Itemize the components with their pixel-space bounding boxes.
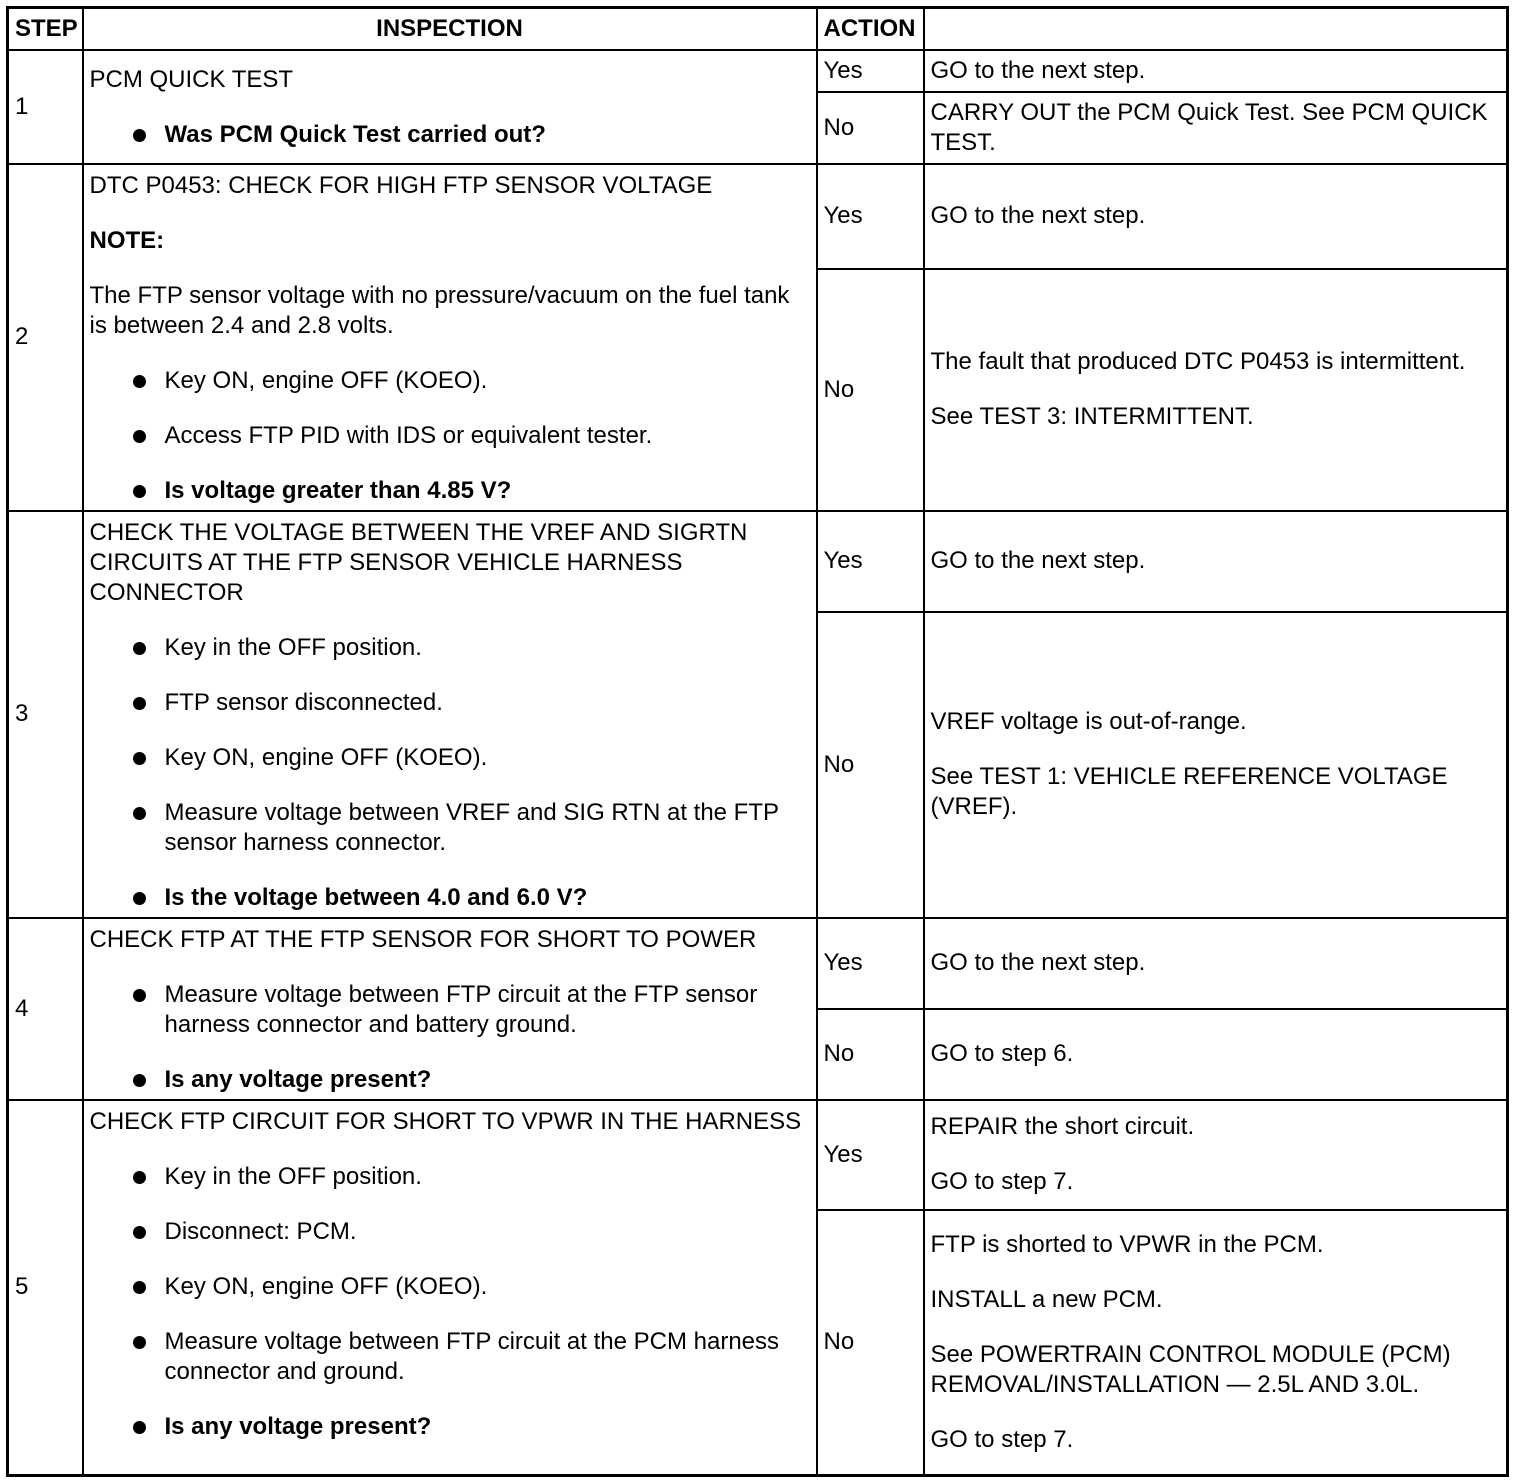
bullet-icon <box>133 430 146 443</box>
inspection-cell <box>83 511 817 918</box>
inspection-question <box>90 1412 810 1442</box>
result-yes <box>924 164 1508 269</box>
note-label: NOTE: <box>89 226 165 254</box>
table-row <box>8 50 1508 92</box>
step-number: 4 <box>8 918 83 1100</box>
inspection-step <box>90 1162 810 1192</box>
bullet-icon <box>133 752 146 765</box>
bullet-text: Is the voltage between 4.0 and 6.0 V? <box>164 883 588 911</box>
result-text: GO to step 7. <box>930 1168 1074 1195</box>
action-no: No <box>817 269 924 511</box>
bullet-icon <box>133 892 146 905</box>
header-inspection: INSPECTION <box>83 8 817 50</box>
result-yes <box>924 1100 1508 1210</box>
action-yes: Yes <box>817 164 924 269</box>
bullet-icon <box>133 697 146 710</box>
inspection-step <box>90 1272 810 1302</box>
result-text: See TEST 1: VEHICLE REFERENCE VOLTAGE (VREF). <box>930 763 1448 820</box>
result-yes <box>924 511 1508 612</box>
table-row <box>8 511 1508 612</box>
action-yes: Yes <box>817 1100 924 1210</box>
inspection-steps <box>90 633 810 913</box>
step-number: 3 <box>8 511 83 918</box>
result-text: FTP is shorted to VPWR in the PCM. <box>930 1230 1324 1258</box>
bullet-text: Measure voltage between VREF and SIG RTN at the FTP sensor harness connector. <box>164 798 779 856</box>
bullet-icon <box>133 1336 146 1349</box>
inspection-steps <box>90 120 810 150</box>
step-number: 1 <box>8 50 83 164</box>
result-no <box>924 1009 1508 1100</box>
inspection-steps <box>90 980 810 1095</box>
bullet-text: Key in the OFF position. <box>164 633 422 661</box>
bullet-icon <box>133 1421 146 1434</box>
bullet-text: Disconnect: PCM. <box>164 1217 357 1245</box>
result-no <box>924 1210 1508 1476</box>
result-text: GO to step 6. <box>930 1040 1074 1067</box>
action-yes: Yes <box>817 50 924 92</box>
inspection-cell <box>83 50 817 164</box>
result-text: GO to the next step. <box>930 949 1146 976</box>
inspection-step <box>90 1327 810 1387</box>
result-text: GO to step 7. <box>930 1425 1074 1453</box>
inspection-question <box>90 120 810 150</box>
inspection-step <box>90 798 810 858</box>
step-number: 5 <box>8 1100 83 1476</box>
note-text: The FTP sensor voltage with no pressure/vacuum on the fuel tank is between 2.4 and 2.8 volts. <box>89 281 790 339</box>
result-text: REPAIR the short circuit. <box>930 1113 1195 1140</box>
result-text: GO to the next step. <box>930 56 1146 84</box>
bullet-text: Access FTP PID with IDS or equivalent tester. <box>164 421 653 449</box>
bullet-icon <box>133 1226 146 1239</box>
header-action: ACTION <box>817 8 924 50</box>
table-body <box>8 50 1508 1476</box>
table-row <box>8 918 1508 1009</box>
table-row <box>8 164 1508 269</box>
action-no: No <box>817 92 924 164</box>
step-number: 2 <box>8 164 83 511</box>
result-text: GO to the next step. <box>930 547 1146 574</box>
bullet-text: Key ON, engine OFF (KOEO). <box>164 366 488 394</box>
result-text: GO to the next step. <box>930 202 1146 229</box>
bullet-text: Measure voltage between FTP circuit at the PCM harness connector and ground. <box>164 1327 780 1385</box>
bullet-text: Is any voltage present? <box>164 1065 432 1093</box>
action-yes: Yes <box>817 918 924 1009</box>
bullet-icon <box>133 375 146 388</box>
inspection-step <box>90 688 810 718</box>
inspection-step <box>90 633 810 663</box>
header-row <box>8 8 1508 50</box>
action-no: No <box>817 1210 924 1476</box>
inspection-step <box>90 743 810 773</box>
bullet-text: Key ON, engine OFF (KOEO). <box>164 743 488 771</box>
inspection-heading: CHECK THE VOLTAGE BETWEEN THE VREF AND SIGRTN CIRCUITS AT THE FTP SENSOR VEHICLE HARNESS CONNECTOR <box>89 518 748 606</box>
result-yes <box>924 50 1508 92</box>
bullet-icon <box>133 485 146 498</box>
bullet-text: FTP sensor disconnected. <box>164 688 443 716</box>
inspection-heading: PCM QUICK TEST <box>89 66 294 93</box>
inspection-step <box>90 980 810 1040</box>
bullet-text: Was PCM Quick Test carried out? <box>164 121 546 148</box>
inspection-question <box>90 883 810 913</box>
result-no <box>924 269 1508 511</box>
inspection-cell <box>83 918 817 1100</box>
inspection-step <box>90 1217 810 1247</box>
result-text: See POWERTRAIN CONTROL MODULE (PCM) REMOVAL/INSTALLATION — 2.5L AND 3.0L. <box>930 1340 1451 1398</box>
inspection-step <box>90 421 810 451</box>
result-text: The fault that produced DTC P0453 is intermittent. <box>930 348 1466 375</box>
bullet-text: Is any voltage present? <box>164 1412 432 1440</box>
result-yes <box>924 918 1508 1009</box>
result-no <box>924 612 1508 918</box>
result-text: CARRY OUT the PCM Quick Test. See PCM QUICK TEST. <box>930 98 1488 156</box>
bullet-text: Measure voltage between FTP circuit at the FTP sensor harness connector and battery ground. <box>164 980 758 1038</box>
inspection-question <box>90 476 810 506</box>
diagnostic-table <box>6 6 1509 1477</box>
bullet-icon <box>133 642 146 655</box>
bullet-icon <box>133 1074 146 1087</box>
inspection-steps <box>90 366 810 506</box>
table-row <box>8 1100 1508 1210</box>
inspection-heading: DTC P0453: CHECK FOR HIGH FTP SENSOR VOLTAGE <box>89 171 713 199</box>
result-no <box>924 92 1508 164</box>
bullet-icon <box>133 1281 146 1294</box>
result-text: VREF voltage is out-of-range. <box>930 708 1247 735</box>
bullet-text: Key ON, engine OFF (KOEO). <box>164 1272 488 1300</box>
header-result <box>924 8 1508 50</box>
action-yes: Yes <box>817 511 924 612</box>
inspection-cell <box>83 1100 817 1476</box>
inspection-step <box>90 366 810 396</box>
result-text: INSTALL a new PCM. <box>930 1285 1163 1313</box>
inspection-steps <box>90 1162 810 1442</box>
inspection-question <box>90 1065 810 1095</box>
bullet-icon <box>133 1171 146 1184</box>
bullet-icon <box>133 989 146 1002</box>
action-no: No <box>817 1009 924 1100</box>
header-step: STEP <box>8 8 83 50</box>
result-text: See TEST 3: INTERMITTENT. <box>930 403 1254 430</box>
bullet-icon <box>133 129 146 142</box>
bullet-icon <box>133 807 146 820</box>
bullet-text: Is voltage greater than 4.85 V? <box>164 476 512 504</box>
bullet-text: Key in the OFF position. <box>164 1162 422 1190</box>
inspection-heading: CHECK FTP AT THE FTP SENSOR FOR SHORT TO POWER <box>89 925 757 953</box>
inspection-cell <box>83 164 817 511</box>
inspection-heading: CHECK FTP CIRCUIT FOR SHORT TO VPWR IN THE HARNESS <box>89 1107 802 1135</box>
action-no: No <box>817 612 924 918</box>
